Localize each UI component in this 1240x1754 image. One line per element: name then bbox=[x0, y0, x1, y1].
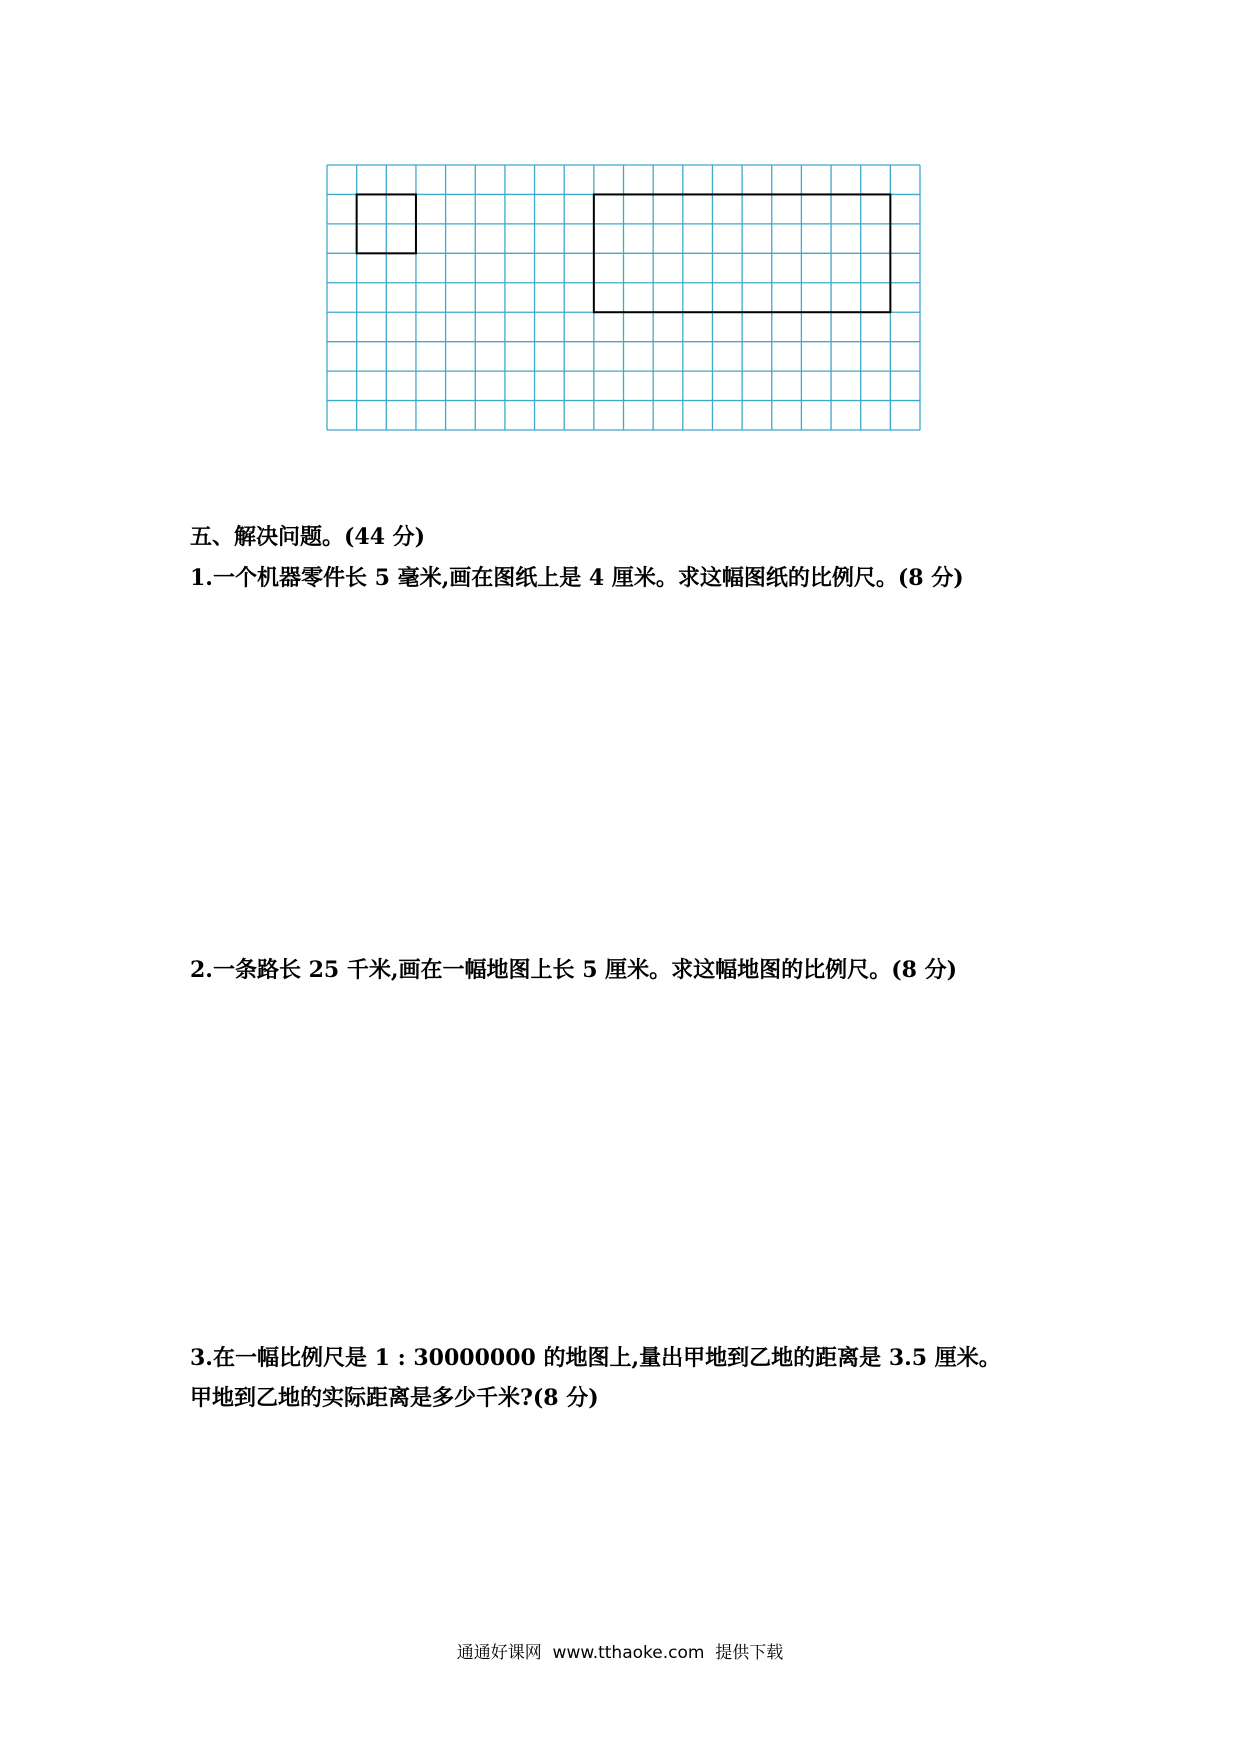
question-3-text-line1: 3.在一幅比例尺是 1 : 30000000 的地图上,量出甲地到乙地的距离是 3.5 厘米。 bbox=[190, 1345, 1001, 1371]
footer-watermark: 通通好课网 www.tthaoke.com 提供下载 bbox=[456, 1643, 784, 1663]
question-3-text-line2: 甲地到乙地的实际距离是多少千米?(8 分) bbox=[190, 1385, 599, 1411]
grid-figure bbox=[326, 164, 921, 431]
grid-svg bbox=[326, 164, 921, 431]
question-3 bbox=[190, 1338, 1001, 1418]
section-title: 五、解决问题。(44 分) bbox=[190, 524, 426, 550]
question-1-text: 1.一个机器零件长 5 毫米,画在图纸上是 4 厘米。求这幅图纸的比例尺。(8 分) bbox=[190, 565, 964, 591]
question-2-text: 2.一条路长 25 千米,画在一幅地图上长 5 厘米。求这幅地图的比例尺。(8 分) bbox=[190, 957, 957, 983]
question-1 bbox=[190, 558, 964, 598]
question-2 bbox=[190, 950, 957, 990]
